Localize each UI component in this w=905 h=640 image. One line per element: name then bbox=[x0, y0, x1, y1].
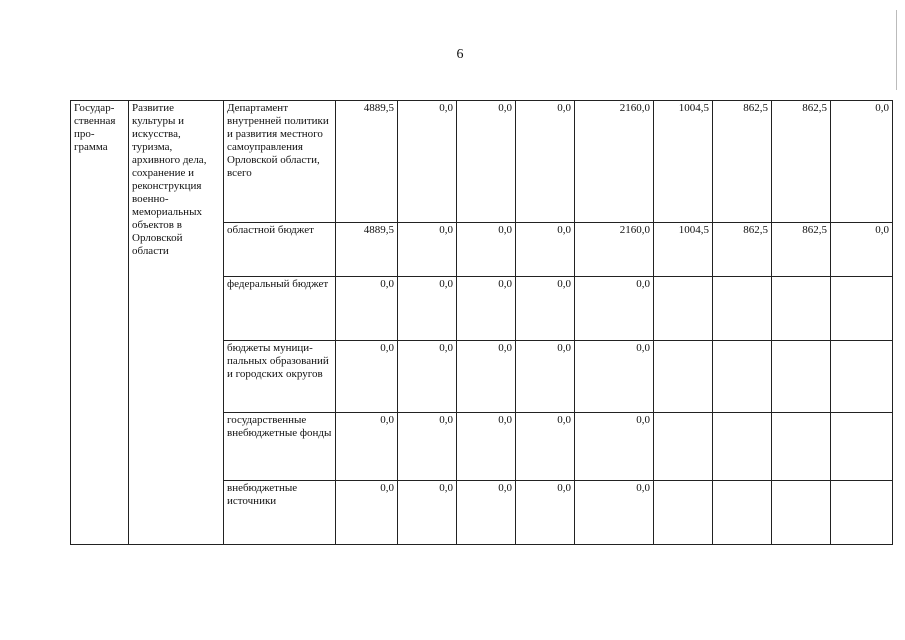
scan-edge-mark bbox=[896, 10, 897, 90]
value-cell: 862,5 bbox=[772, 223, 831, 277]
value-cell: 0,0 bbox=[457, 277, 516, 341]
value-cell: 0,0 bbox=[575, 277, 654, 341]
value-cell: 0,0 bbox=[457, 223, 516, 277]
value-cell bbox=[654, 341, 713, 413]
value-cell bbox=[772, 481, 831, 545]
value-cell bbox=[831, 277, 893, 341]
value-cell bbox=[654, 277, 713, 341]
funding-source-cell: федеральный бюджет bbox=[224, 277, 336, 341]
value-cell: 0,0 bbox=[831, 223, 893, 277]
value-cell: 4889,5 bbox=[336, 223, 398, 277]
value-cell: 0,0 bbox=[516, 413, 575, 481]
value-cell bbox=[772, 341, 831, 413]
value-cell: 0,0 bbox=[457, 101, 516, 223]
value-cell: 0,0 bbox=[336, 277, 398, 341]
value-cell: 0,0 bbox=[516, 341, 575, 413]
value-cell: 0,0 bbox=[336, 413, 398, 481]
budget-table bbox=[70, 100, 893, 545]
value-cell: 0,0 bbox=[398, 277, 457, 341]
value-cell: 0,0 bbox=[398, 101, 457, 223]
value-cell: 0,0 bbox=[457, 341, 516, 413]
value-cell bbox=[713, 277, 772, 341]
value-cell: 0,0 bbox=[516, 223, 575, 277]
value-cell: 1004,5 bbox=[654, 223, 713, 277]
value-cell: 0,0 bbox=[457, 481, 516, 545]
page-number: 6 bbox=[456, 47, 464, 62]
value-cell: 2160,0 bbox=[575, 223, 654, 277]
value-cell: 0,0 bbox=[398, 413, 457, 481]
value-cell: 0,0 bbox=[457, 413, 516, 481]
value-cell: 0,0 bbox=[516, 101, 575, 223]
table-row bbox=[71, 101, 893, 223]
value-cell: 0,0 bbox=[575, 341, 654, 413]
program-type-cell: Государ-ственная про-грамма bbox=[71, 101, 129, 545]
value-cell bbox=[831, 481, 893, 545]
value-cell bbox=[713, 481, 772, 545]
funding-source-cell: внебюджетные источники bbox=[224, 481, 336, 545]
value-cell bbox=[713, 341, 772, 413]
value-cell: 0,0 bbox=[336, 341, 398, 413]
value-cell: 0,0 bbox=[575, 481, 654, 545]
funding-source-cell: областной бюджет bbox=[224, 223, 336, 277]
value-cell: 0,0 bbox=[336, 481, 398, 545]
value-cell bbox=[831, 413, 893, 481]
value-cell: 2160,0 bbox=[575, 101, 654, 223]
value-cell: 0,0 bbox=[575, 413, 654, 481]
value-cell bbox=[654, 413, 713, 481]
value-cell: 862,5 bbox=[713, 223, 772, 277]
value-cell: 862,5 bbox=[713, 101, 772, 223]
value-cell bbox=[831, 341, 893, 413]
budget-table-body bbox=[71, 101, 893, 545]
value-cell: 862,5 bbox=[772, 101, 831, 223]
value-cell: 0,0 bbox=[398, 481, 457, 545]
value-cell bbox=[772, 277, 831, 341]
value-cell: 4889,5 bbox=[336, 101, 398, 223]
value-cell bbox=[654, 481, 713, 545]
value-cell: 0,0 bbox=[516, 277, 575, 341]
program-name-cell: Развитие культуры и искусства, туризма, архивного дела, сохранение и реконструкция военно-мемориальных объектов в Орловской области bbox=[129, 101, 224, 545]
value-cell bbox=[713, 413, 772, 481]
value-cell: 0,0 bbox=[516, 481, 575, 545]
funding-source-cell: Департамент внутренней политики и развития местного самоуправления Орловской области, всего bbox=[224, 101, 336, 223]
funding-source-cell: бюджеты муници-пальных образований и городских округов bbox=[224, 341, 336, 413]
value-cell: 1004,5 bbox=[654, 101, 713, 223]
value-cell: 0,0 bbox=[831, 101, 893, 223]
value-cell bbox=[772, 413, 831, 481]
value-cell: 0,0 bbox=[398, 341, 457, 413]
funding-source-cell: государственные внебюджетные фонды bbox=[224, 413, 336, 481]
value-cell: 0,0 bbox=[398, 223, 457, 277]
